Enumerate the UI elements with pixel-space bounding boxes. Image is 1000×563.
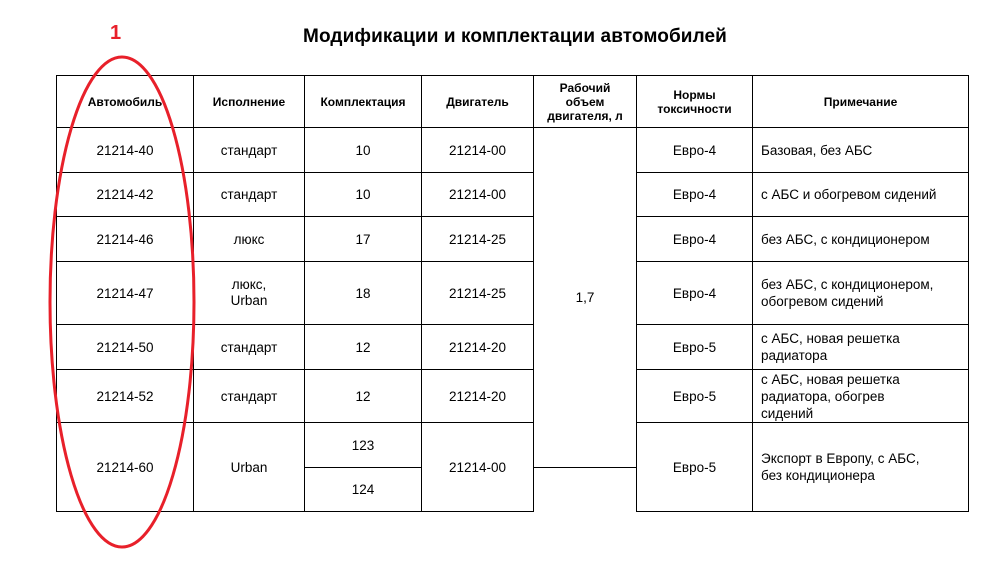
cell-version: [194, 262, 305, 325]
cell-trim: 123: [305, 423, 422, 468]
table-row: [57, 262, 969, 325]
cell-version: стандарт: [194, 325, 305, 370]
cell-displacement: 1,7: [534, 128, 637, 468]
table-row: [57, 423, 969, 468]
cell-engine: 21214-00: [422, 423, 534, 512]
cell-car: 21214-50: [57, 325, 194, 370]
cell-trim: 18: [305, 262, 422, 325]
cell-engine: 21214-20: [422, 325, 534, 370]
cell-emissions: Евро-5: [637, 325, 753, 370]
cell-note-line: радиатора: [761, 348, 828, 363]
cell-trim: 17: [305, 217, 422, 262]
table-row: [57, 128, 969, 173]
cell-emissions: Евро-4: [637, 262, 753, 325]
table-row: [57, 370, 969, 423]
cell-note-line: с АБС, новая решетка: [761, 371, 900, 387]
cell-engine: 21214-25: [422, 217, 534, 262]
cell-note: [753, 325, 969, 370]
modifications-table: [56, 75, 969, 512]
cell-version: Urban: [194, 423, 305, 512]
annotation-marker: 1: [110, 22, 122, 44]
cell-note-line: обогревом сидений: [761, 294, 884, 309]
page-title: Модификации и комплектации автомобилей: [303, 26, 727, 47]
header-note: Примечание: [753, 76, 969, 128]
header-emissions: Нормы токсичности: [637, 76, 753, 128]
cell-note: [753, 423, 969, 512]
cell-car: 21214-40: [57, 128, 194, 173]
cell-note-line: с АБС, новая решетка: [761, 331, 900, 346]
cell-trim: 10: [305, 173, 422, 217]
cell-version: стандарт: [194, 173, 305, 217]
cell-trim: 10: [305, 128, 422, 173]
table-row: [57, 325, 969, 370]
cell-version-line: Urban: [230, 293, 268, 308]
cell-emissions: Евро-5: [637, 370, 753, 423]
table-row: [57, 217, 969, 262]
cell-car: 21214-60: [57, 423, 194, 512]
cell-emissions: Евро-4: [637, 173, 753, 217]
cell-version-line: люкс,: [231, 277, 267, 292]
header-version: Исполнение: [194, 76, 305, 128]
cell-trim: 124: [305, 468, 422, 512]
cell-note-line: без кондиционера: [761, 468, 875, 483]
cell-engine: 21214-00: [422, 173, 534, 217]
cell-emissions: Евро-5: [637, 423, 753, 512]
cell-trim: 12: [305, 325, 422, 370]
cell-engine: 21214-20: [422, 370, 534, 423]
cell-car: 21214-42: [57, 173, 194, 217]
header-car: Автомобиль: [57, 76, 194, 128]
cell-note: с АБС и обогревом сидений: [753, 173, 969, 217]
header-engine: Двигатель: [422, 76, 534, 128]
cell-version: люкс: [194, 217, 305, 262]
cell-note-line: радиатора, обогрев: [761, 388, 885, 404]
cell-car: 21214-52: [57, 370, 194, 423]
cell-engine: 21214-25: [422, 262, 534, 325]
cell-trim: 12: [305, 370, 422, 423]
header-displacement: Рабочий объем двигателя, л: [534, 76, 637, 128]
cell-note-line: без АБС, с кондиционером,: [761, 277, 934, 292]
cell-note: [753, 262, 969, 325]
cell-emissions: Евро-4: [637, 217, 753, 262]
cell-note: Базовая, без АБС: [753, 128, 969, 173]
header-trim: Комплектация: [305, 76, 422, 128]
cell-engine: 21214-00: [422, 128, 534, 173]
cell-car: 21214-46: [57, 217, 194, 262]
table-header-row: [57, 76, 969, 128]
cell-version: стандарт: [194, 128, 305, 173]
cell-note-line: Экспорт в Европу, с АБС,: [761, 451, 920, 466]
cell-emissions: Евро-4: [637, 128, 753, 173]
cell-note: [753, 370, 969, 423]
cell-car: 21214-47: [57, 262, 194, 325]
cell-version: стандарт: [194, 370, 305, 423]
table-row: [57, 173, 969, 217]
cell-note: без АБС, с кондиционером: [753, 217, 969, 262]
cell-note-line: сидений: [761, 405, 814, 421]
